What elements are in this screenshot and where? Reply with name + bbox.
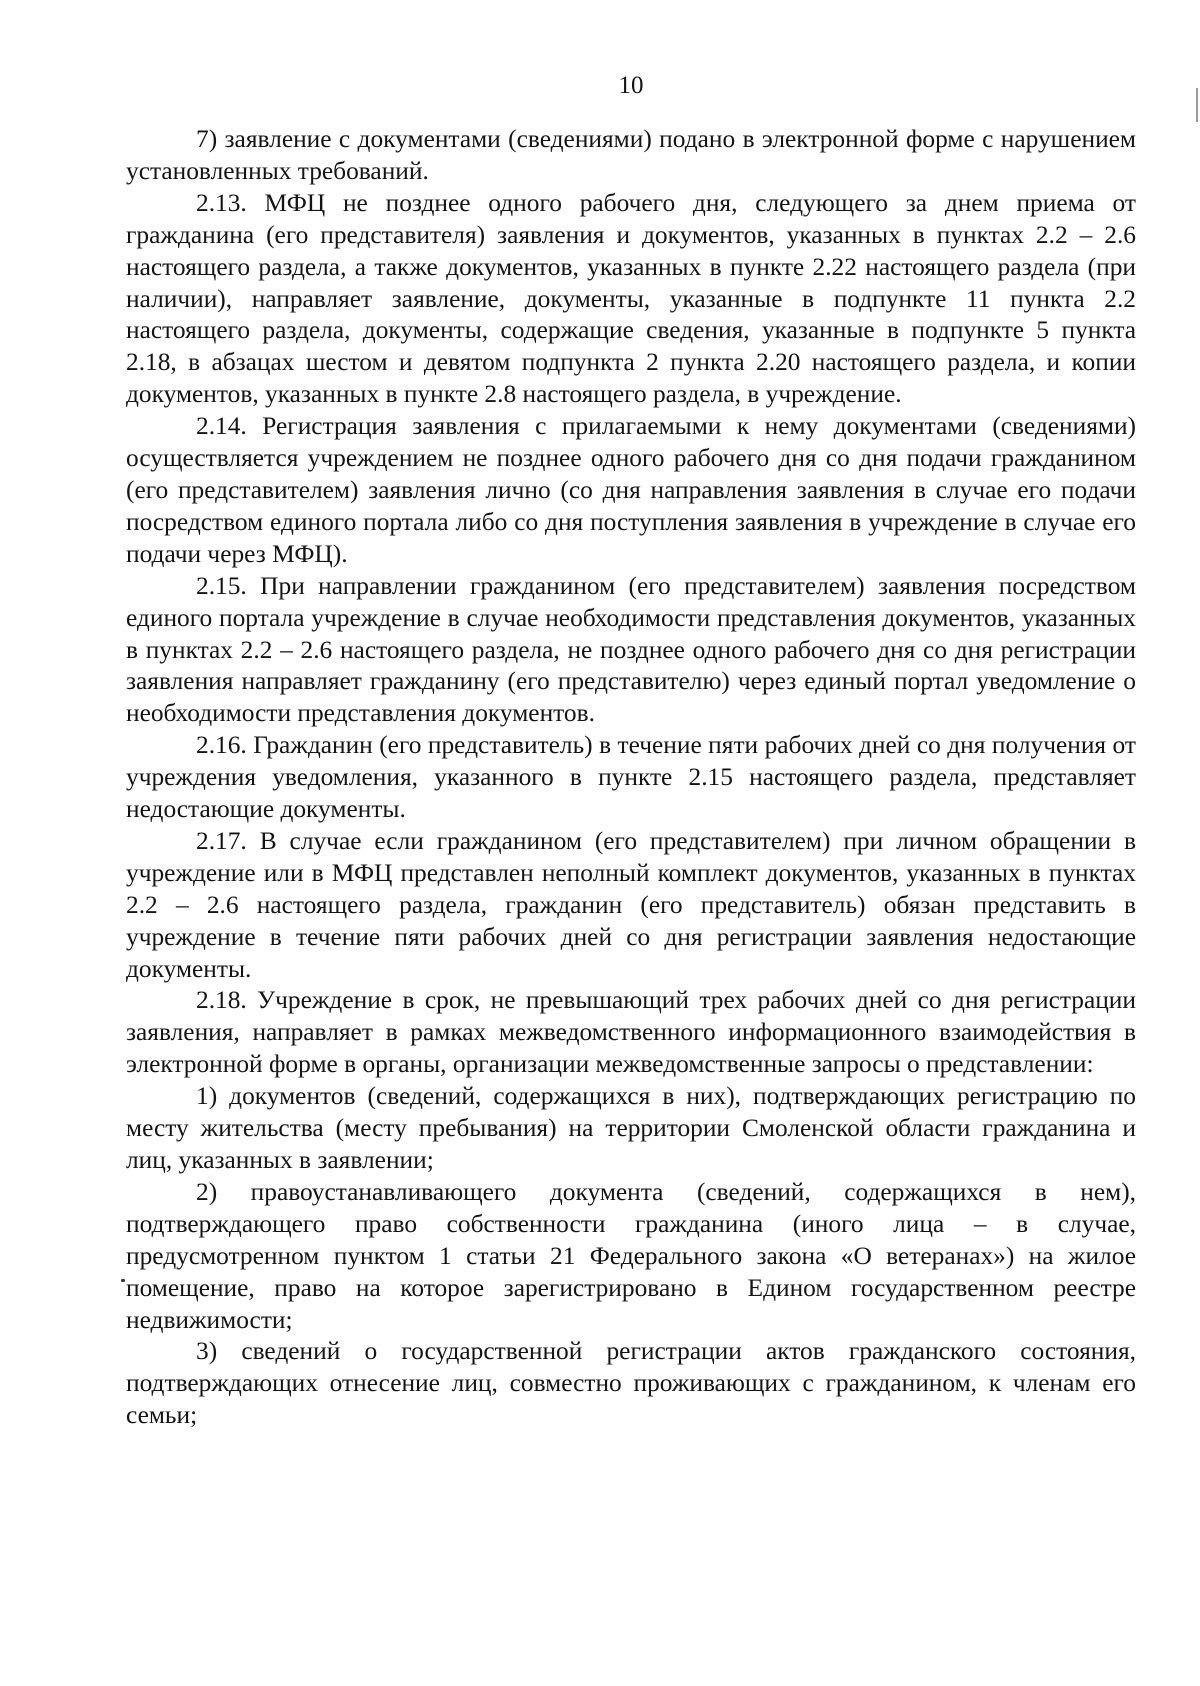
paragraph-item-7: 7) заявление с документами (сведениями) подано в электронной форме с нарушением установленных требований. xyxy=(126,125,1136,185)
paragraph-2-16: 2.16. Гражданин (его представитель) в течение пяти рабочих дней со дня получения от учреждения уведомления, указанного в пункте 2.15 настоящего раздела, представляет недостающие документы. xyxy=(126,731,1136,824)
paragraph-2-18-item-2: 2) правоустанавливающего документа (сведений, содержащихся в нем), подтверждающего право собственности гражданина (иного лица – в случае, предусмотренном пунктом 1 статьи 21 Федерального закона «О ветеранах») на жилое помещение, право на которое зарегистрировано в Едином государственном реестре недвижимости; xyxy=(126,1177,1136,1334)
paragraph-2-15: 2.15. При направлении гражданином (его представителем) заявления посредством единого портала учреждение в случае необходимости представления документов, указанных в пунктах 2.2 – 2.6 настоящего раздела, не позднее одного рабочего дня со дня регистрации заявления направляет гражданину (его представителю) через единый портал уведомление о необходимости представления документов. xyxy=(126,571,1136,728)
scan-speck xyxy=(121,1279,125,1282)
paragraph-2-18: 2.18. Учреждение в срок, не превышающий трех рабочих дней со дня регистрации заявления, направляет в рамках межведомственного информационного взаимодействия в электронной форме в органы, организации межведомственные запросы о представлении: xyxy=(126,986,1136,1079)
paragraph-2-14: 2.14. Регистрация заявления с прилагаемыми к нему документами (сведениями) осуществляется учреждением не позднее одного рабочего дня со дня подачи гражданином (его представителем) заявления лично (со дня направления заявления в случае его подачи посредством единого портала либо со дня поступления заявления в учреждение в случае его подачи через МФЦ). xyxy=(126,412,1136,568)
paragraph-2-17: 2.17. В случае если гражданином (его представителем) при личном обращении в учреждение или в МФЦ представлен неполный комплект документов, указанных в пунктах 2.2 – 2.6 настоящего раздела, гражданин (его представитель) обязан представить в учреждение в течение пяти рабочих дней со дня регистрации заявления недостающие документы. xyxy=(126,826,1136,983)
paragraph-2-13: 2.13. МФЦ не позднее одного рабочего дня, следующего за днем приема от гражданина (его представителя) заявления и документов, указанных в пунктах 2.2 – 2.6 настоящего раздела, а также документов, указанных в пункте 2.22 настоящего раздела (при наличии), направляет заявление, документы, указанные в подпункте 11 пункта 2.2 настоящего раздела, документы, содержащие сведения, указанные в подпункте 5 пункта 2.18, в абзацах шестом и девятом подпункта 2 пункта 2.20 настоящего раздела, и копии документов, указанных в пункте 2.8 настоящего раздела, в учреждение. xyxy=(126,188,1136,409)
document-body xyxy=(126,124,1136,1432)
paragraph-2-18-item-3: 3) сведений о государственной регистрации актов гражданского состояния, подтверждающих отнесение лиц, совместно проживающих с гражданином, к членам его семьи; xyxy=(126,1337,1136,1430)
paragraph-2-18-item-1: 1) документов (сведений, содержащихся в них), подтверждающих регистрацию по месту жительства (месту пребывания) на территории Смоленской области гражданина и лиц, указанных в заявлении; xyxy=(126,1082,1136,1174)
page-number: 10 xyxy=(618,72,644,99)
